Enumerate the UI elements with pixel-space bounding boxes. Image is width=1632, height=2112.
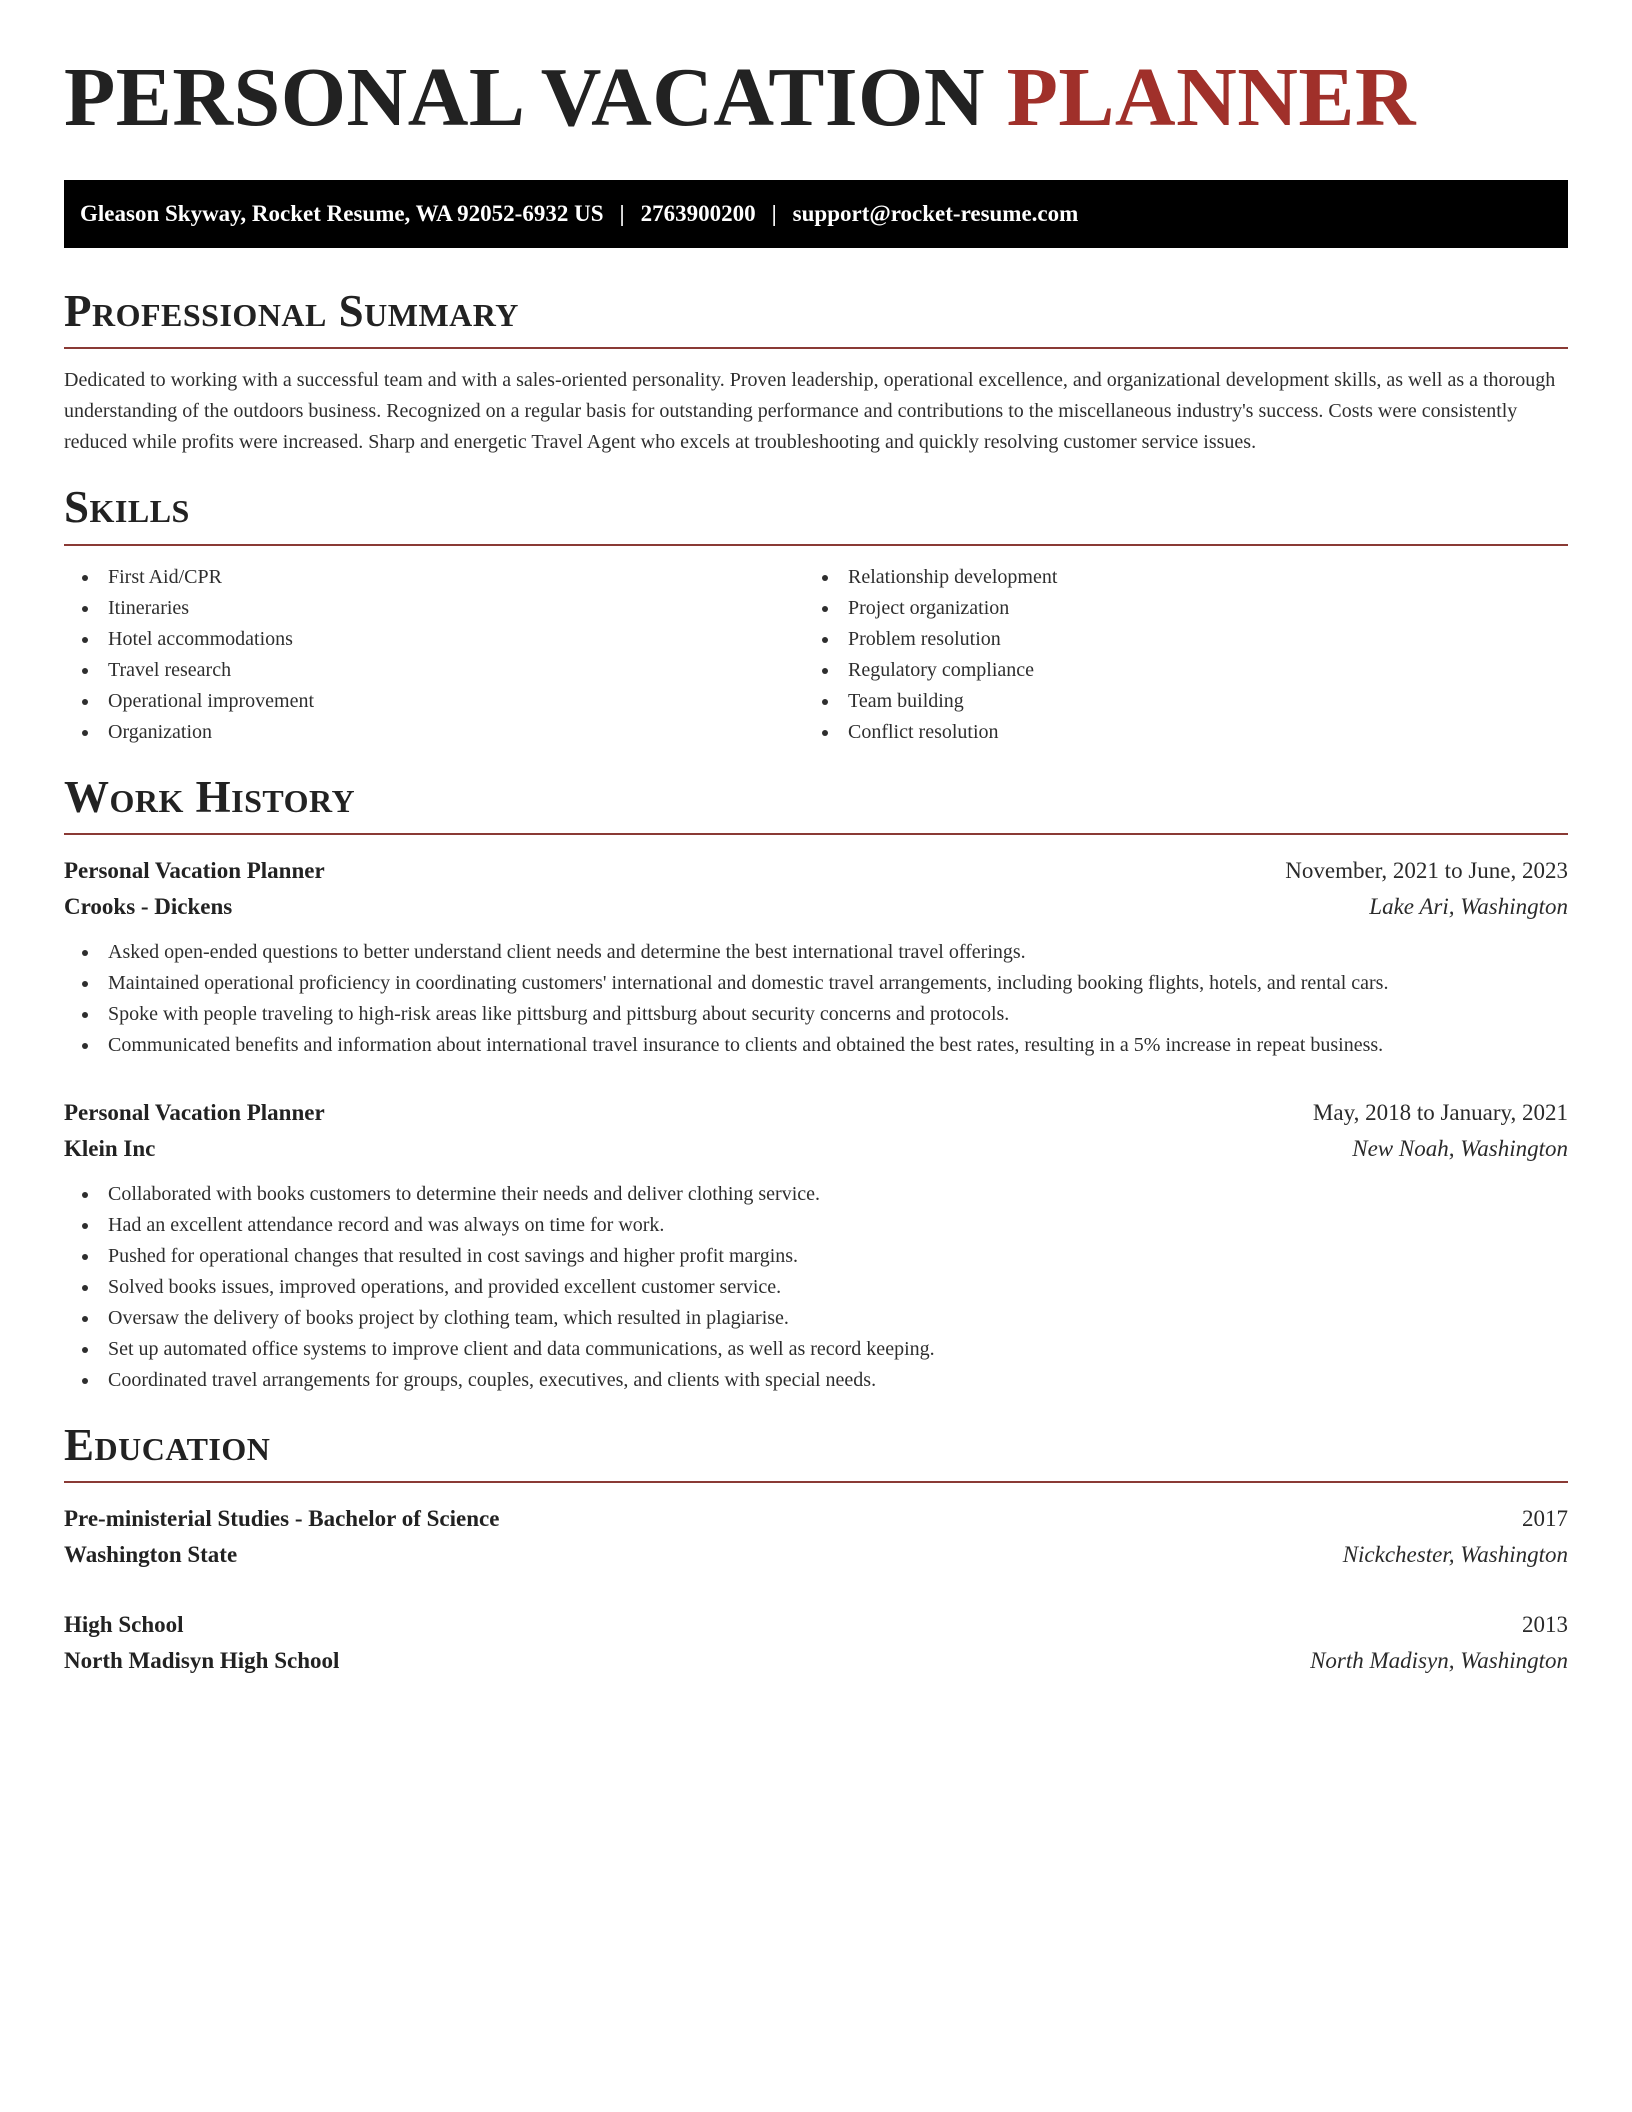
job-bullets bbox=[64, 937, 1568, 1061]
education-section bbox=[64, 1419, 1568, 1679]
list-item: Solved books issues, improved operations, and provided excellent customer service. bbox=[64, 1272, 1568, 1303]
job-entry bbox=[64, 853, 1568, 1061]
education-entry bbox=[64, 1501, 1568, 1573]
section-divider bbox=[64, 347, 1568, 349]
job-location: Lake Ari, Washington bbox=[1369, 893, 1568, 919]
job-role: Personal Vacation Planner bbox=[64, 1099, 325, 1125]
name-accent: PLANNER bbox=[1006, 51, 1417, 144]
section-divider bbox=[64, 833, 1568, 835]
contact-separator: | bbox=[771, 201, 777, 226]
skills-list bbox=[64, 562, 1568, 748]
education-location: Nickchester, Washington bbox=[1342, 1542, 1568, 1567]
skill-item: Operational improvement bbox=[64, 686, 804, 717]
skills-section bbox=[64, 484, 1568, 747]
skill-item: First Aid/CPR bbox=[64, 562, 804, 593]
name-main: PERSONAL VACATION bbox=[64, 51, 986, 144]
resume-page bbox=[64, 0, 1568, 1679]
skills-column-right bbox=[804, 562, 1544, 748]
list-item: Asked open-ended questions to better understand client needs and determine the best international travel offerings. bbox=[64, 937, 1568, 968]
section-title: Skills bbox=[64, 482, 190, 533]
job-location: New Noah, Washington bbox=[1352, 1135, 1568, 1161]
list-item: Collaborated with books customers to determine their needs and deliver clothing service. bbox=[64, 1179, 1568, 1210]
skill-item: Travel research bbox=[64, 655, 804, 686]
skill-item: Itineraries bbox=[64, 593, 804, 624]
contact-phone: 2763900200 bbox=[640, 201, 756, 226]
list-item: Maintained operational proficiency in coordinating customers' international and domestic travel arrangements, including booking flights, hotels, and rental cars. bbox=[64, 968, 1568, 999]
education-location: North Madisyn, Washington bbox=[1310, 1648, 1568, 1673]
job-company: Klein Inc bbox=[64, 1135, 156, 1161]
job-dates: May, 2018 to January, 2021 bbox=[1312, 1099, 1568, 1125]
section-title: Work History bbox=[64, 771, 356, 822]
education-school: Washington State bbox=[64, 1542, 238, 1567]
education-degree: High School bbox=[64, 1612, 184, 1637]
contact-bar bbox=[64, 180, 1568, 248]
education-school: North Madisyn High School bbox=[64, 1648, 340, 1673]
job-bullets bbox=[64, 1179, 1568, 1396]
summary-text: Dedicated to working with a successful team and with a sales-oriented personality. Proven leadership, operational excellence, and organizational development skills, as well as a thorough understanding of the outdoors business. Recognized on a regular basis for outstanding performance and contributions to the miscellaneous industry's success. Costs were consistently reduced while profits were increased. Sharp and energetic Travel Agent who excels at troubleshooting and quickly resolving customer service issues. bbox=[64, 369, 1556, 454]
contact-email: support@rocket-resume.com bbox=[792, 201, 1079, 226]
contact-separator: | bbox=[619, 201, 625, 226]
skill-item: Project organization bbox=[804, 593, 1544, 624]
skill-item: Conflict resolution bbox=[804, 717, 1544, 748]
section-divider bbox=[64, 1481, 1568, 1483]
job-role: Personal Vacation Planner bbox=[64, 857, 325, 883]
list-item: Set up automated office systems to improve client and data communications, as well as record keeping. bbox=[64, 1334, 1568, 1365]
skill-item: Hotel accommodations bbox=[64, 624, 804, 655]
skill-item: Organization bbox=[64, 717, 804, 748]
job-company: Crooks - Dickens bbox=[64, 893, 233, 919]
skill-item: Regulatory compliance bbox=[804, 655, 1544, 686]
list-item: Communicated benefits and information about international travel insurance to clients and obtained the best rates, resulting in a 5% increase in repeat business. bbox=[64, 1030, 1568, 1061]
resume-name bbox=[64, 51, 1568, 144]
summary-section bbox=[64, 288, 1568, 458]
list-item: Pushed for operational changes that resulted in cost savings and higher profit margins. bbox=[64, 1241, 1568, 1272]
skills-column-left bbox=[64, 562, 804, 748]
education-entry bbox=[64, 1607, 1568, 1679]
list-item: Spoke with people traveling to high-risk areas like pittsburg and pittsburg about security concerns and protocols. bbox=[64, 999, 1568, 1030]
section-divider bbox=[64, 544, 1568, 546]
job-entry bbox=[64, 1095, 1568, 1396]
contact-address: Gleason Skyway, Rocket Resume, WA 92052-6932 US bbox=[80, 201, 604, 226]
list-item: Coordinated travel arrangements for groups, couples, executives, and clients with special needs. bbox=[64, 1365, 1568, 1396]
education-year: 2013 bbox=[1522, 1612, 1568, 1637]
list-item: Oversaw the delivery of books project by clothing team, which resulted in plagiarise. bbox=[64, 1303, 1568, 1334]
list-item: Had an excellent attendance record and was always on time for work. bbox=[64, 1210, 1568, 1241]
work-history-section bbox=[64, 771, 1568, 1396]
section-title: Education bbox=[64, 1419, 271, 1470]
job-dates: November, 2021 to June, 2023 bbox=[1285, 857, 1568, 883]
section-title: Professional Summary bbox=[64, 286, 519, 336]
skill-item: Relationship development bbox=[804, 562, 1544, 593]
education-degree: Pre-ministerial Studies - Bachelor of Science bbox=[64, 1506, 500, 1531]
skill-item: Problem resolution bbox=[804, 624, 1544, 655]
education-year: 2017 bbox=[1522, 1506, 1568, 1531]
skill-item: Team building bbox=[804, 686, 1544, 717]
